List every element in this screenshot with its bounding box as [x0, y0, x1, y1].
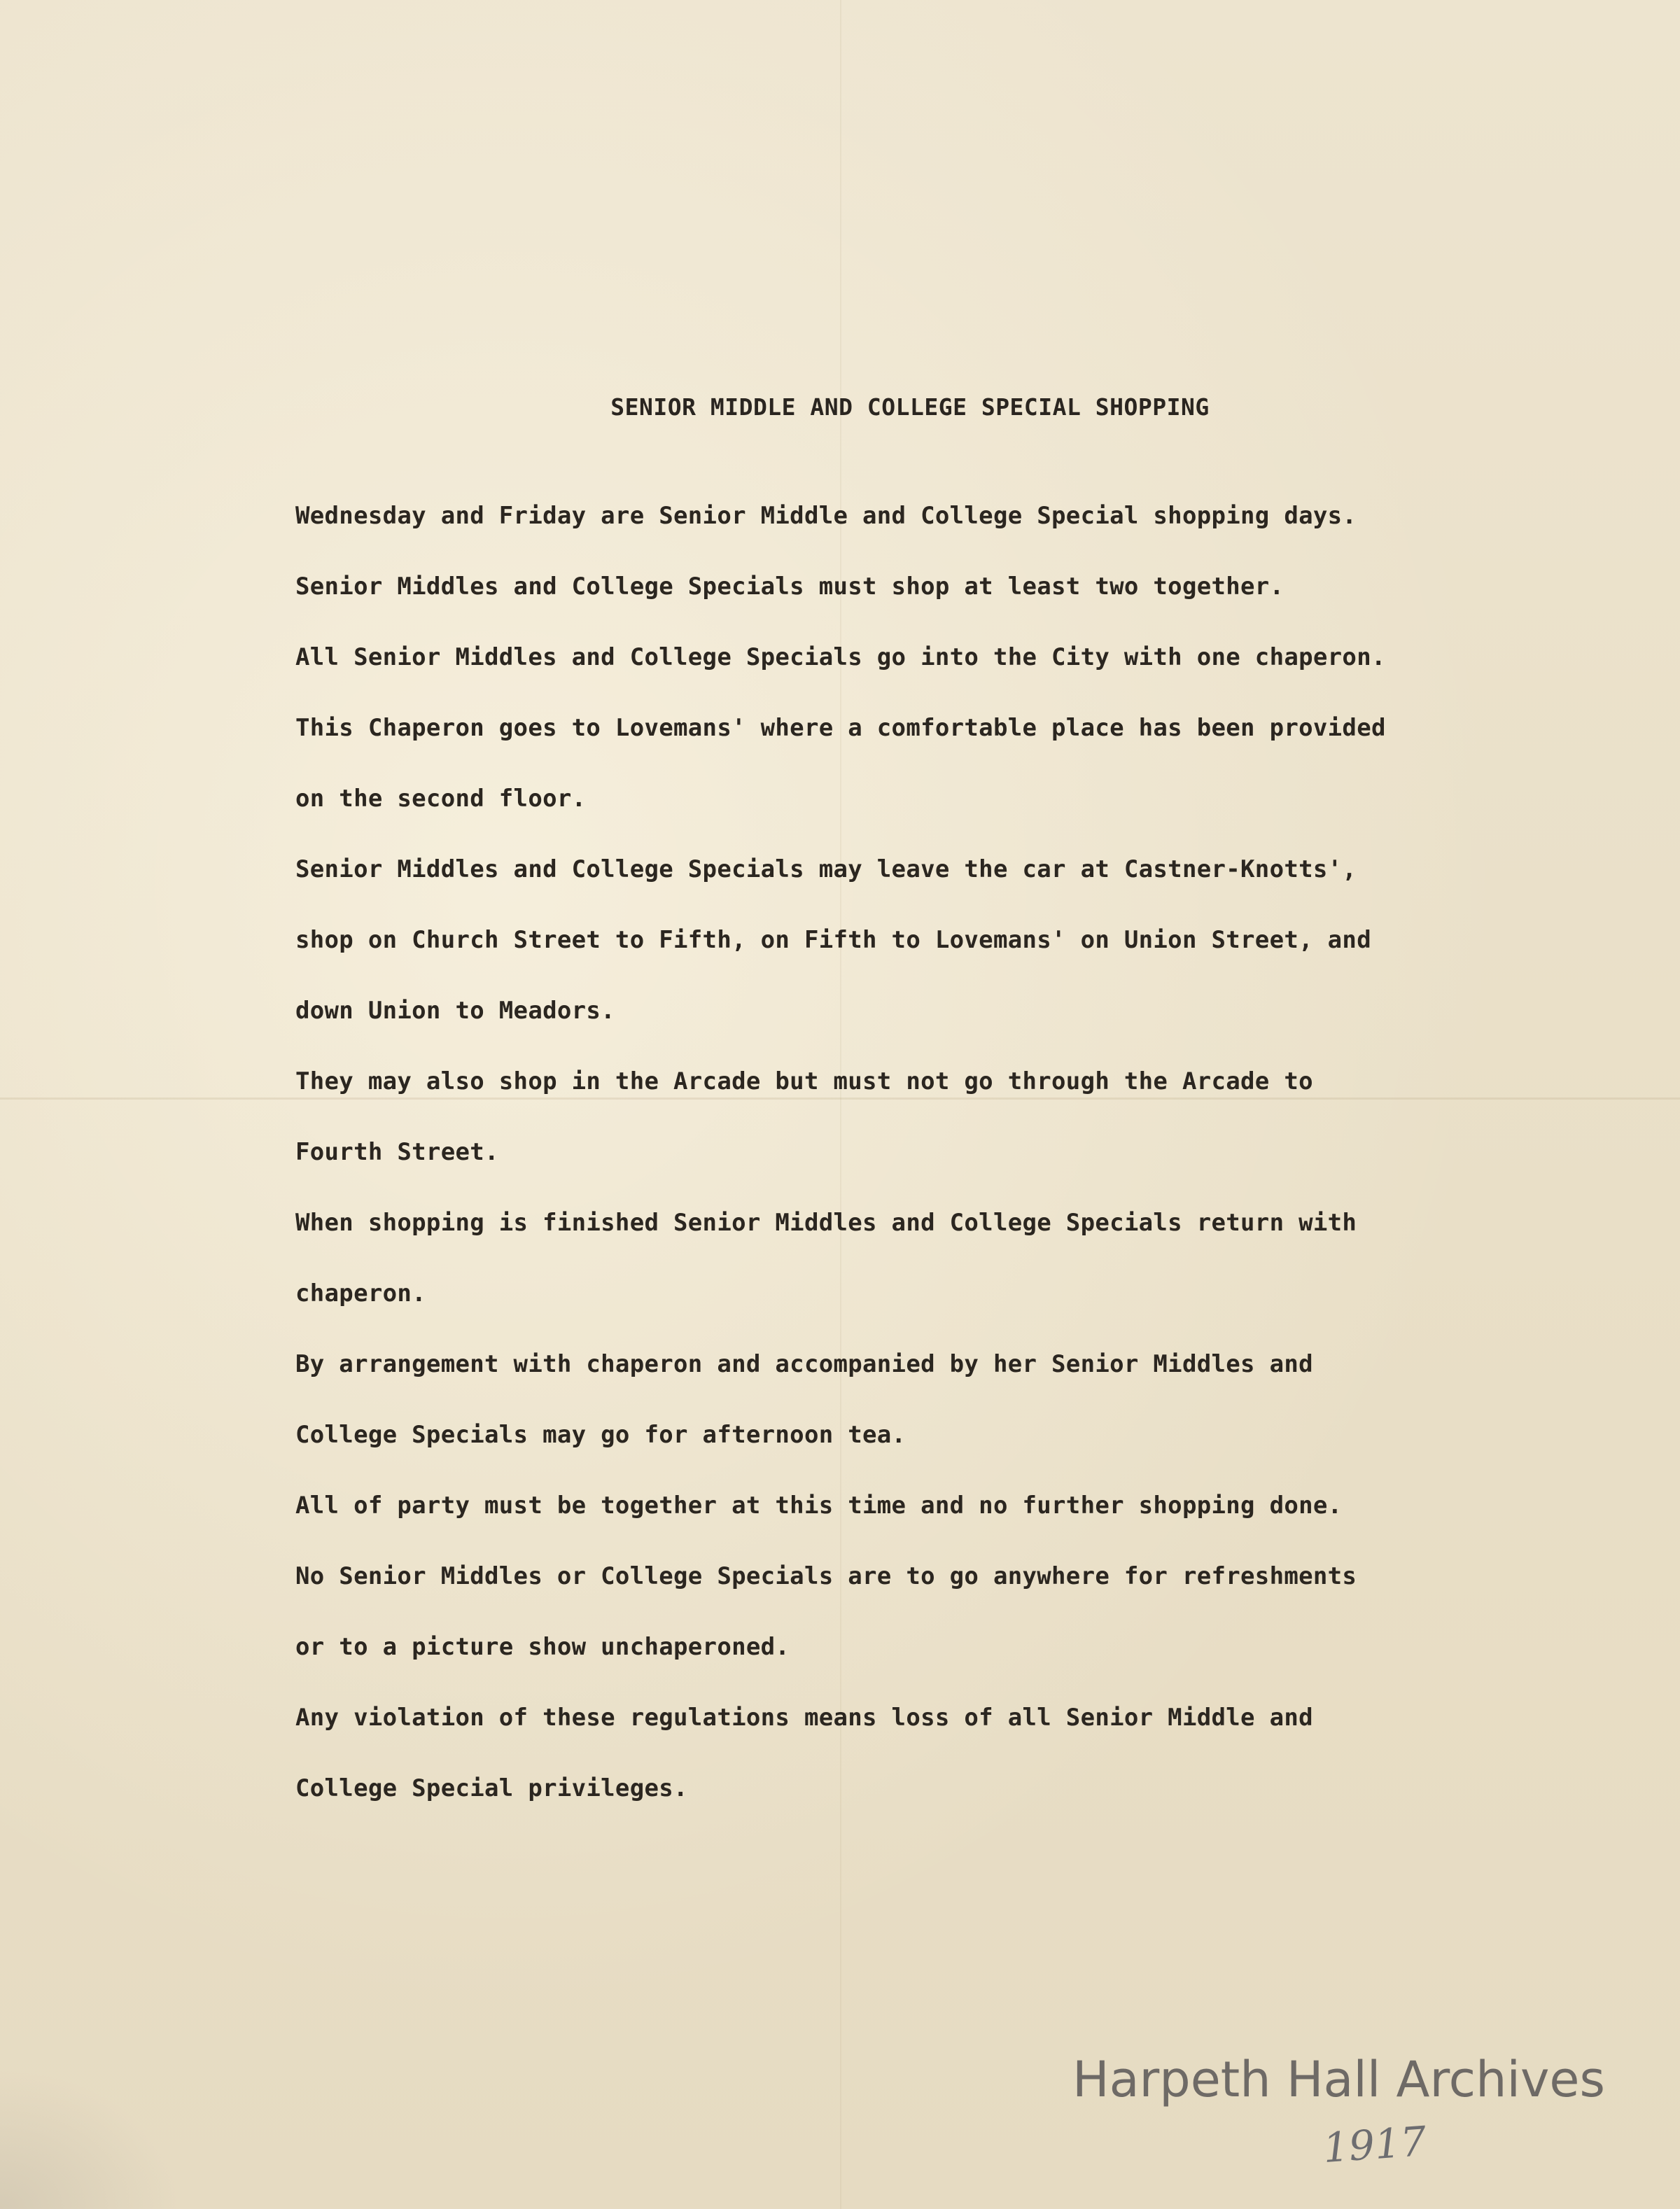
archive-watermark: Harpeth Hall Archives [1072, 2051, 1605, 2108]
corner-wear [0, 2069, 182, 2209]
document-title: SENIOR MIDDLE AND COLLEGE SPECIAL SHOPPING [610, 393, 1210, 421]
body-line: They may also shop in the Arcade but must not go through the Arcade to [295, 1067, 1313, 1095]
body-line: Senior Middles and College Specials must shop at least two together. [295, 573, 1284, 601]
body-line: All Senior Middles and College Specials go into the City with one chaperon. [295, 643, 1386, 671]
body-line: College Special privileges. [295, 1774, 688, 1802]
handwritten-year: 1917 [1321, 2117, 1428, 2173]
body-line: This Chaperon goes to Lovemans' where a comfortable place has been provided [295, 714, 1386, 742]
body-line: down Union to Meadors. [295, 997, 615, 1025]
body-line: All of party must be together at this time and no further shopping done. [295, 1492, 1343, 1520]
body-line: on the second floor. [295, 785, 587, 813]
body-line: When shopping is finished Senior Middles and College Specials return with [295, 1209, 1357, 1237]
body-line: Wednesday and Friday are Senior Middle and College Special shopping days. [295, 502, 1357, 530]
body-line: or to a picture show unchaperoned. [295, 1633, 790, 1661]
body-line: chaperon. [295, 1279, 426, 1307]
body-line: shop on Church Street to Fifth, on Fifth to Lovemans' on Union Street, and [295, 926, 1371, 954]
body-line: No Senior Middles or College Specials are to go anywhere for refreshments [295, 1562, 1357, 1590]
body-line: Any violation of these regulations means loss of all Senior Middle and [295, 1704, 1313, 1732]
body-line: Senior Middles and College Specials may leave the car at Castner-Knotts', [295, 855, 1357, 883]
body-line: College Specials may go for afternoon tea. [295, 1421, 906, 1449]
body-line: By arrangement with chaperon and accompanied by her Senior Middles and [295, 1350, 1313, 1378]
document-body [295, 498, 1625, 1842]
body-line: Fourth Street. [295, 1138, 499, 1166]
